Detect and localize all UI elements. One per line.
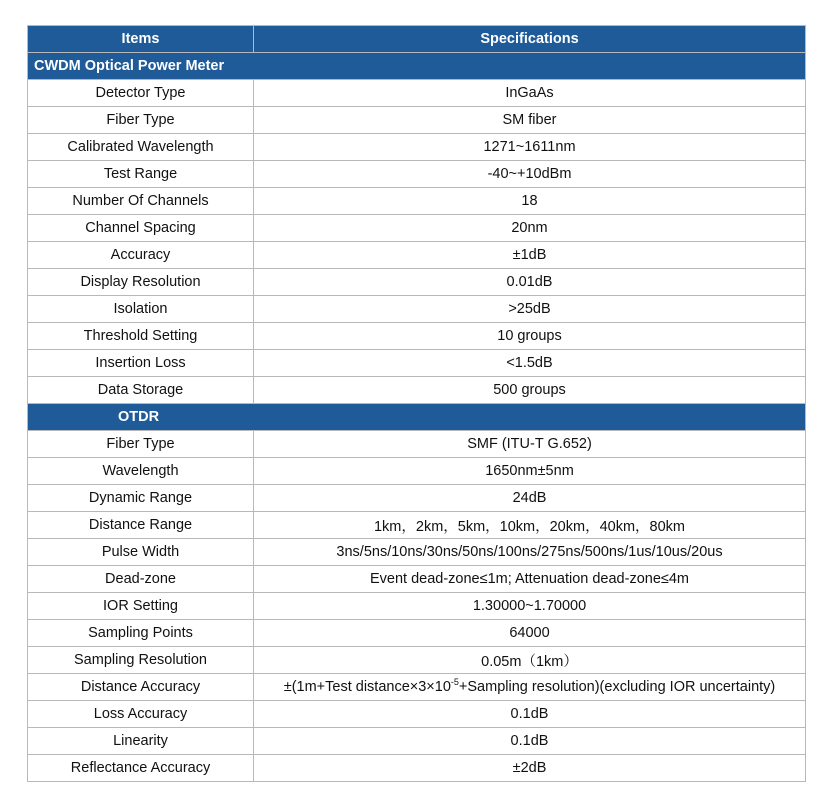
- item-cell: Isolation: [28, 296, 254, 323]
- section-header-row: [28, 404, 806, 431]
- table-row: [28, 296, 806, 323]
- spec-table-body: [28, 26, 806, 782]
- item-cell: Display Resolution: [28, 269, 254, 296]
- table-header-row: [28, 26, 806, 53]
- item-cell: Accuracy: [28, 242, 254, 269]
- spec-cell: 3ns/5ns/10ns/30ns/50ns/100ns/275ns/500ns/1us/10us/20us: [254, 539, 806, 566]
- table-row: [28, 485, 806, 512]
- table-row: [28, 215, 806, 242]
- spec-cell: Event dead-zone≤1m; Attenuation dead-zone≤4m: [254, 566, 806, 593]
- table-row: [28, 593, 806, 620]
- section-title: CWDM Optical Power Meter: [28, 53, 806, 80]
- spec-cell: -40~+10dBm: [254, 161, 806, 188]
- spec-cell: >25dB: [254, 296, 806, 323]
- table-row: [28, 647, 806, 674]
- section-title: OTDR: [28, 404, 806, 431]
- item-cell: Distance Range: [28, 512, 254, 539]
- spec-cell: ±1dB: [254, 242, 806, 269]
- spec-cell: 1650nm±5nm: [254, 458, 806, 485]
- spec-cell: 0.05m（1km）: [254, 647, 806, 674]
- spec-cell: 1km，2km，5km，10km，20km，40km，80km: [254, 512, 806, 539]
- table-row: [28, 728, 806, 755]
- spec-cell: ±2dB: [254, 755, 806, 782]
- spec-cell: 0.1dB: [254, 701, 806, 728]
- spec-cell: 1.30000~1.70000: [254, 593, 806, 620]
- table-row: [28, 161, 806, 188]
- spec-cell: InGaAs: [254, 80, 806, 107]
- spec-cell: SMF (ITU-T G.652): [254, 431, 806, 458]
- item-cell: Distance Accuracy: [28, 674, 254, 701]
- item-cell: Insertion Loss: [28, 350, 254, 377]
- spec-cell: 10 groups: [254, 323, 806, 350]
- item-cell: Loss Accuracy: [28, 701, 254, 728]
- section-header-row: [28, 53, 806, 80]
- table-row: [28, 323, 806, 350]
- spec-text-before: ±(1m+Test distance×3×10: [283, 679, 451, 695]
- item-cell: Data Storage: [28, 377, 254, 404]
- header-items: Items: [28, 26, 254, 53]
- table-row: [28, 458, 806, 485]
- table-row: [28, 620, 806, 647]
- table-row: [28, 242, 806, 269]
- table-row: [28, 377, 806, 404]
- item-cell: Detector Type: [28, 80, 254, 107]
- item-cell: Dead-zone: [28, 566, 254, 593]
- table-row: [28, 107, 806, 134]
- spec-cell: 64000: [254, 620, 806, 647]
- table-row: [28, 701, 806, 728]
- item-cell: Dynamic Range: [28, 485, 254, 512]
- table-row: [28, 566, 806, 593]
- spec-cell: SM fiber: [254, 107, 806, 134]
- table-row: [28, 269, 806, 296]
- spec-cell: 18: [254, 188, 806, 215]
- item-cell: Linearity: [28, 728, 254, 755]
- table-row: [28, 350, 806, 377]
- header-specifications: Specifications: [254, 26, 806, 53]
- spec-cell: [254, 674, 806, 701]
- item-cell: Calibrated Wavelength: [28, 134, 254, 161]
- spec-cell: 24dB: [254, 485, 806, 512]
- spec-text-after: +Sampling resolution)(excluding IOR uncertainty): [458, 679, 776, 695]
- item-cell: Fiber Type: [28, 431, 254, 458]
- item-cell: Test Range: [28, 161, 254, 188]
- item-cell: Threshold Setting: [28, 323, 254, 350]
- item-cell: IOR Setting: [28, 593, 254, 620]
- spec-cell: 500 groups: [254, 377, 806, 404]
- table-row: [28, 431, 806, 458]
- table-row: [28, 674, 806, 701]
- table-row: [28, 134, 806, 161]
- item-cell: Number Of Channels: [28, 188, 254, 215]
- item-cell: Pulse Width: [28, 539, 254, 566]
- item-cell: Wavelength: [28, 458, 254, 485]
- spec-exponent: -5: [450, 677, 459, 688]
- table-row: [28, 755, 806, 782]
- table-row: [28, 80, 806, 107]
- spec-cell: 0.01dB: [254, 269, 806, 296]
- item-cell: Fiber Type: [28, 107, 254, 134]
- item-cell: Reflectance Accuracy: [28, 755, 254, 782]
- table-row: [28, 539, 806, 566]
- item-cell: Sampling Resolution: [28, 647, 254, 674]
- table-row: [28, 188, 806, 215]
- spec-cell: 0.1dB: [254, 728, 806, 755]
- spec-cell: 20nm: [254, 215, 806, 242]
- spec-table: [27, 25, 806, 782]
- item-cell: Channel Spacing: [28, 215, 254, 242]
- spec-cell: <1.5dB: [254, 350, 806, 377]
- table-row: [28, 512, 806, 539]
- item-cell: Sampling Points: [28, 620, 254, 647]
- spec-cell: 1271~1611nm: [254, 134, 806, 161]
